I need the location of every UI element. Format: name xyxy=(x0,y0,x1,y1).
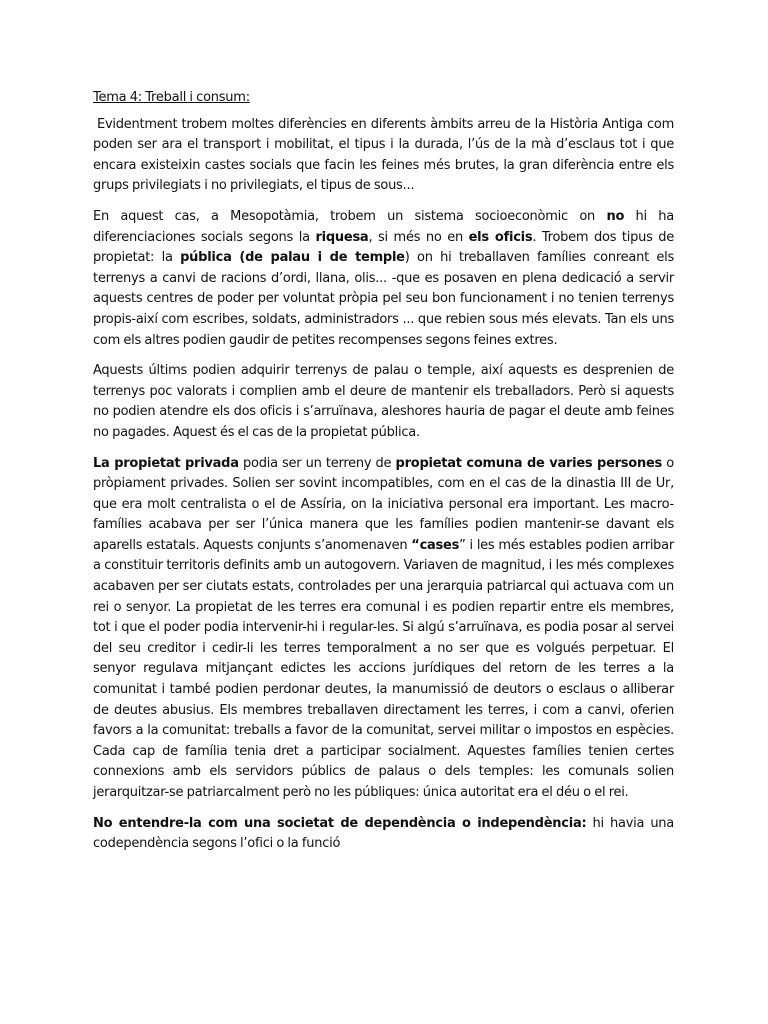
text-span: o pròpiament privades. Solien ser sovint incompatibles, com en el cas de la dinastia III de Ur, que era molt centralista o el de Assíria, on la iniciativa personal era important. Les macro-famílies acabava per ser l’única manera que les famílies podien mantenir-se davant els aparells estatals. Aquests conjunts s’anomenaven xyxy=(93,455,674,553)
text-span: ” i les més estables podien arribar a constituir territoris definits amb un autogovern. Variaven de magnitud, i les més complexes acabaven per ser ciutats estats, controlades per una jerarquia patriarcal qui actuava com un rei o senyor. La propietat de les terres era comunal i es podien repartir entre els membres, tot i que el poder podia intervenir-hi i regular-les. Si algú s’arruïnava, es podia posar al servei del seu creditor i cedir-li les terres temporalment a no ser que es volgués perpetuar. El senyor regulava mitjançant edictes les accions jurídiques del retorn de les terres a la comunitat i també podien perdonar deutes, la manumissió de deutors o esclaus o alliberar de deutes abusius. Els membres treballaven directament les terres, i com a canvi, oferien favors a la comunitat: treballs a favor de la comunitat, servei militar o impostos en espècies. Cada cap de família tenia dret a participar socialment. Aquestes famílies tenien certes connexions amb els servidors públics de palaus o dels temples: les comunals solien jerarquitzar-se patriarcalment però no les públiques: única autoritat era el déu o el rei. xyxy=(93,537,674,800)
text-span: En aquest cas, a Mesopotàmia, trobem un sistema socioeconòmic on xyxy=(93,208,607,224)
text-span: ) on hi treballaven famílies conreant els terrenys a canvi de racions d’ordi, llana, olis... -que es posaven en plena dedicació a servir aquests centres de poder per voluntat pròpia pel seu bon funcionament i no tenien terrenys propis-així com escribes, soldats, administradors ... que rebien sous més elevats. Tan els uns com els altres podien gaudir de petites recompenses segons feines extres. xyxy=(93,250,674,348)
document-title: Tema 4: Treball i consum: xyxy=(93,90,250,105)
paragraph-conclusion xyxy=(93,814,674,855)
paragraph-mesopotamia xyxy=(93,207,674,351)
paragraph-public-property: Aquests últims podien adquirir terrenys de palau o temple, així aquests es desprenien de terrenys poc valorats i complien amb el deure de mantenir els treballadors. Però si aquests no podien atendre els dos oficis i s’arruïnava, aleshores hauria de pagar el deute amb feines no pagades. Aquest és el cas de la propietat pública. xyxy=(93,363,674,440)
paragraph-private-property xyxy=(93,454,674,804)
bold-span: La propietat privada xyxy=(93,455,239,471)
bold-span: “cases xyxy=(411,537,460,553)
bold-span: propietat comuna de varies persones xyxy=(395,455,663,471)
text-span: hi havia una codependència segons l’ofici o la funció xyxy=(93,815,675,852)
document-page xyxy=(93,88,674,865)
bold-span: pública (de palau i de temple xyxy=(180,250,405,266)
text-span: , si més no en xyxy=(368,229,469,245)
paragraph-intro: Evidentment trobem moltes diferències en diferents àmbits arreu de la Història Antiga com poden ser ara el transport i mobilitat, el tipus i la durada, l’ús de la mà d’esclaus tot i que encara existeixin castes socials que facin les feines més brutes, la gran diferència entre els grups privilegiats i no privilegiats, el tipus de sous... xyxy=(93,116,674,194)
text-span: podia ser un terreny de xyxy=(238,455,396,471)
text-span: . Trobem dos tipus de propietat: la xyxy=(93,229,675,266)
bold-span: no xyxy=(606,208,625,224)
text-span: hi ha diferenciaciones socials segons la xyxy=(93,208,675,245)
bold-span: riquesa xyxy=(315,229,369,245)
bold-span: els oficis xyxy=(468,229,533,245)
bold-span: No entendre-la com una societat de dependència o independència: xyxy=(93,815,587,831)
